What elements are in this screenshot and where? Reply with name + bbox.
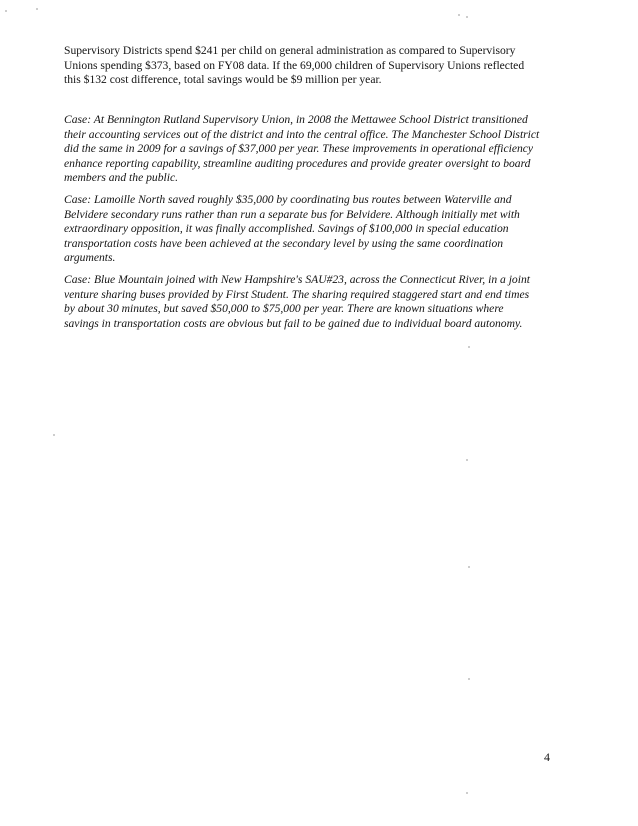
scan-speck [466, 16, 468, 18]
paragraph-case-bennington [64, 113, 564, 186]
paragraph-line: their accounting services out of the district and into the central office. The Manchester School District [64, 127, 540, 141]
paragraph-line: Case: At Bennington Rutland Supervisory Union, in 2008 the Mettawee School District transitioned [64, 113, 528, 126]
paragraph-line: enhance reporting capability, streamline auditing procedures and provide greater oversight to board [64, 156, 531, 170]
scan-speck [468, 678, 470, 680]
paragraph-line: arguments. [64, 251, 116, 265]
scan-speck [5, 10, 7, 12]
paragraph-case-lamoille [64, 193, 564, 266]
scan-speck [468, 566, 470, 568]
paragraph-line: transportation costs have been achieved at the secondary level by using the same coordination [64, 236, 504, 250]
paragraph-line: Belvidere secondary runs rather than run a separate bus for Belvidere. Although initially met with [64, 207, 520, 221]
scan-speck [458, 14, 460, 16]
paragraph-line: extraordinary opposition, it was finally accomplished. Savings of $100,000 in special education [64, 222, 509, 236]
paragraph-line: this $132 cost difference, total savings would be $9 million per year. [64, 73, 382, 87]
paragraph-line: venture sharing buses provided by First Student. The sharing required staggered start and end times [64, 287, 530, 301]
paragraph-line: did the same in 2009 for a savings of $37,000 per year. These improvements in operational efficiency [64, 142, 534, 156]
paragraph-line: Unions spending $373, based on FY08 data. If the 69,000 children of Supervisory Unions reflected [64, 58, 525, 72]
paragraph-line: by about 30 minutes, but saved $50,000 to $75,000 per year. There are known situations where [64, 302, 504, 316]
paragraph-line: Supervisory Districts spend $241 per child on general administration as compared to Supervisory [64, 44, 516, 57]
paragraph-case-blue-mountain [64, 273, 564, 331]
scan-speck [53, 434, 55, 436]
scan-speck [466, 792, 468, 794]
paragraph-line: members and the public. [64, 171, 178, 185]
page-number: 4 [544, 750, 550, 764]
scan-speck [36, 8, 38, 10]
scan-speck [468, 346, 470, 348]
scan-speck [466, 459, 468, 461]
paragraph-line: Case: Lamoille North saved roughly $35,000 by coordinating bus routes between Waterville and [64, 193, 512, 206]
paragraph-line: Case: Blue Mountain joined with New Hampshire's SAU#23, across the Connecticut River, in a joint [64, 273, 530, 286]
paragraph-supervisory-costs [64, 44, 564, 88]
paragraph-line: savings in transportation costs are obvious but fail to be gained due to individual board autonomy. [64, 316, 523, 330]
